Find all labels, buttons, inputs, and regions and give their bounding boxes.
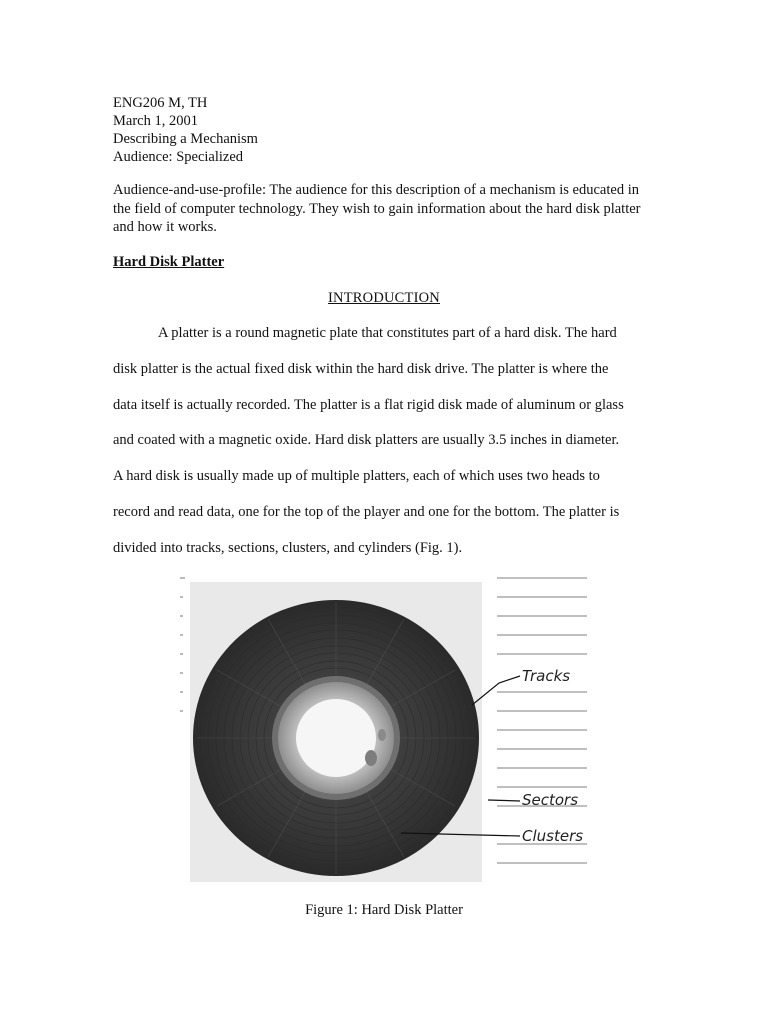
- margin-ticks: [180, 578, 185, 711]
- date-line: March 1, 2001: [113, 113, 198, 129]
- platter-illustration: [175, 570, 595, 888]
- body-line: A hard disk is usually made up of multiple platters, each of which uses two heads to: [113, 468, 600, 484]
- audience-profile-paragraph: Audience-and-use-profile: The audience for this description of a mechanism is educated in the field of computer technology. They wish to gain information about the hard disk platter and how it works.: [113, 182, 641, 235]
- document-title: Hard Disk Platter: [113, 254, 225, 270]
- body-line: and coated with a magnetic oxide. Hard disk platters are usually 3.5 inches in diameter.: [113, 432, 620, 448]
- audience-line: Audience: Specialized: [113, 149, 244, 165]
- platter-figure: [175, 570, 595, 888]
- figure-caption: Figure 1: Hard Disk Platter: [305, 902, 463, 918]
- body-line: A platter is a round magnetic plate that constitutes part of a hard disk. The hard: [158, 325, 617, 341]
- clusters-label: Clusters: [522, 827, 584, 845]
- body-line: disk platter is the actual fixed disk within the hard disk drive. The platter is where the: [113, 361, 609, 377]
- section-heading: INTRODUCTION: [328, 290, 440, 306]
- body-line: data itself is actually recorded. The platter is a flat rigid disk made of aluminum or glass: [113, 397, 624, 413]
- tracks-label: Tracks: [522, 667, 571, 685]
- body-line: record and read data, one for the top of the player and one for the bottom. The platter is: [113, 504, 620, 520]
- body-line: divided into tracks, sections, clusters, and cylinders (Fig. 1).: [113, 540, 463, 556]
- assignment-line: Describing a Mechanism: [113, 131, 258, 147]
- ruled-lines: [497, 578, 587, 863]
- course-line: ENG206 M, TH: [113, 95, 208, 111]
- sectors-label: Sectors: [522, 791, 579, 809]
- platter-disk: [193, 600, 479, 876]
